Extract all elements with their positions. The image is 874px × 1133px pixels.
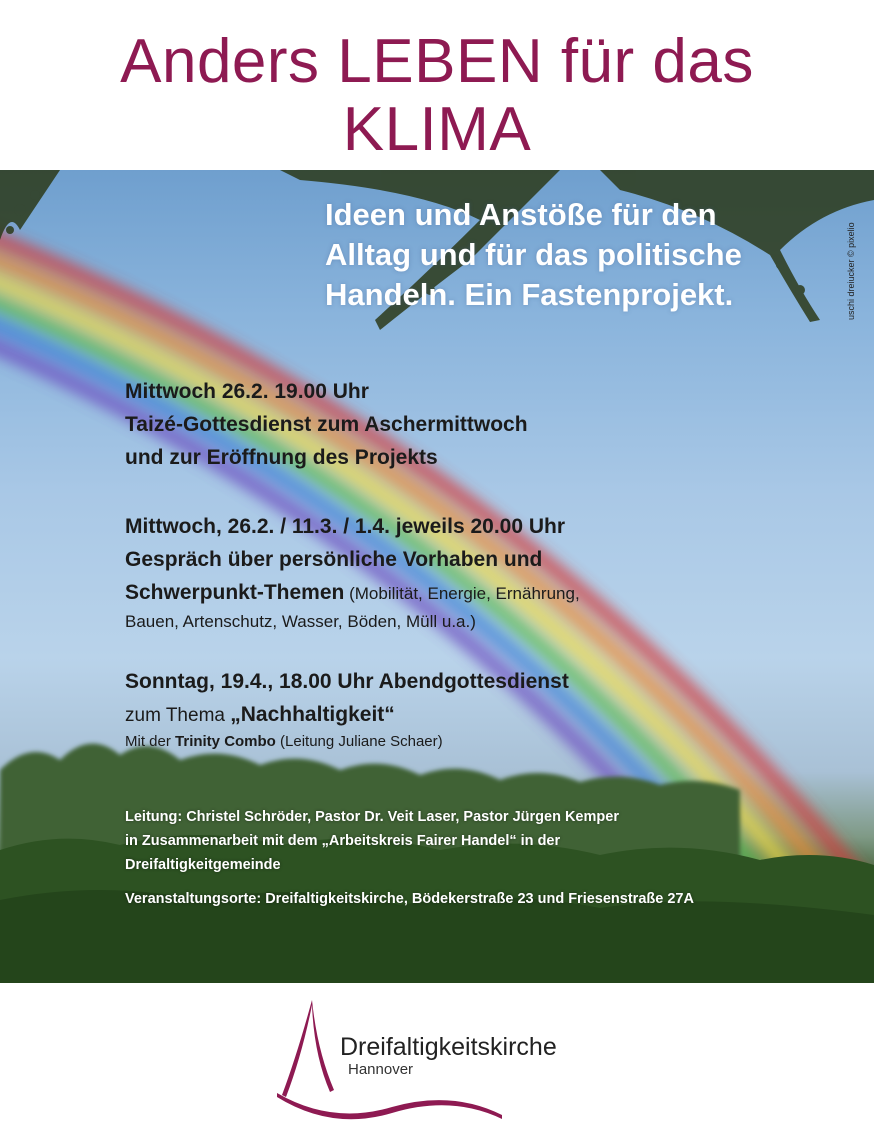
organizers-line-1: Leitung: Christel Schröder, Pastor Dr. Veit Laser, Pastor Jürgen Kemper — [125, 809, 619, 825]
event-2-topics-list: (Mobilität, Energie, Ernährung, — [344, 584, 580, 603]
title-line-1: Anders LEBEN für das — [120, 27, 754, 96]
event-3-line-3 — [125, 731, 569, 753]
organizers-line-2: in Zusammenarbeit mit dem „Arbeitskreis Fairer Handel“ in der — [125, 833, 561, 849]
event-1-line-1: Mittwoch 26.2. 19.00 Uhr — [125, 380, 369, 403]
event-3-band: Trinity Combo — [175, 733, 276, 750]
event-2-line-4: Bauen, Artenschutz, Wasser, Böden, Müll u.a.) — [125, 612, 476, 631]
photo-credit: uschi dreiucker © pixelio — [846, 222, 856, 320]
event-block-3 — [125, 665, 569, 753]
event-2-line-2: Gespräch über persönliche Vorhaben und — [125, 548, 543, 571]
logo-church-name: Dreifaltigkeitskirche — [340, 1033, 557, 1061]
poster-subtitle: Ideen und Anstöße für den Alltag und für das politische Handeln. Ein Fastenprojekt. — [325, 197, 742, 312]
event-3-band-leader: (Leitung Juliane Schaer) — [275, 733, 443, 750]
event-2-line-1: Mittwoch, 26.2. / 11.3. / 1.4. jeweils 20.00 Uhr — [125, 515, 566, 538]
organizers-line-3: Dreifaltigkeitgemeinde — [125, 857, 281, 873]
event-3-line-2 — [125, 698, 569, 731]
event-1-line-3: und zur Eröffnung des Projekts — [125, 446, 438, 469]
venues: Veranstaltungsorte: Dreifaltigkeitskirche, Bödekerstraße 23 und Friesenstraße 27A — [125, 891, 694, 907]
event-2-line-3 — [125, 576, 580, 609]
event-3-theme-prefix: zum Thema — [125, 705, 231, 726]
event-3-theme: „Nachhaltigkeit“ — [230, 703, 395, 726]
organizers — [125, 805, 765, 877]
event-3-line-1: Sonntag, 19.4., 18.00 Uhr Abendgottesdienst — [125, 670, 569, 693]
event-block-1 — [125, 375, 528, 474]
event-block-2 — [125, 510, 580, 635]
event-3-music-prefix: Mit der — [125, 733, 176, 750]
title-line-2: KLIMA — [342, 95, 532, 164]
logo-city: Hannover — [348, 1061, 414, 1078]
event-2-topics-heading: Schwerpunkt-Themen — [125, 581, 345, 604]
event-1-line-2: Taizé-Gottesdienst zum Aschermittwoch — [125, 413, 528, 436]
poster-title — [0, 28, 874, 164]
